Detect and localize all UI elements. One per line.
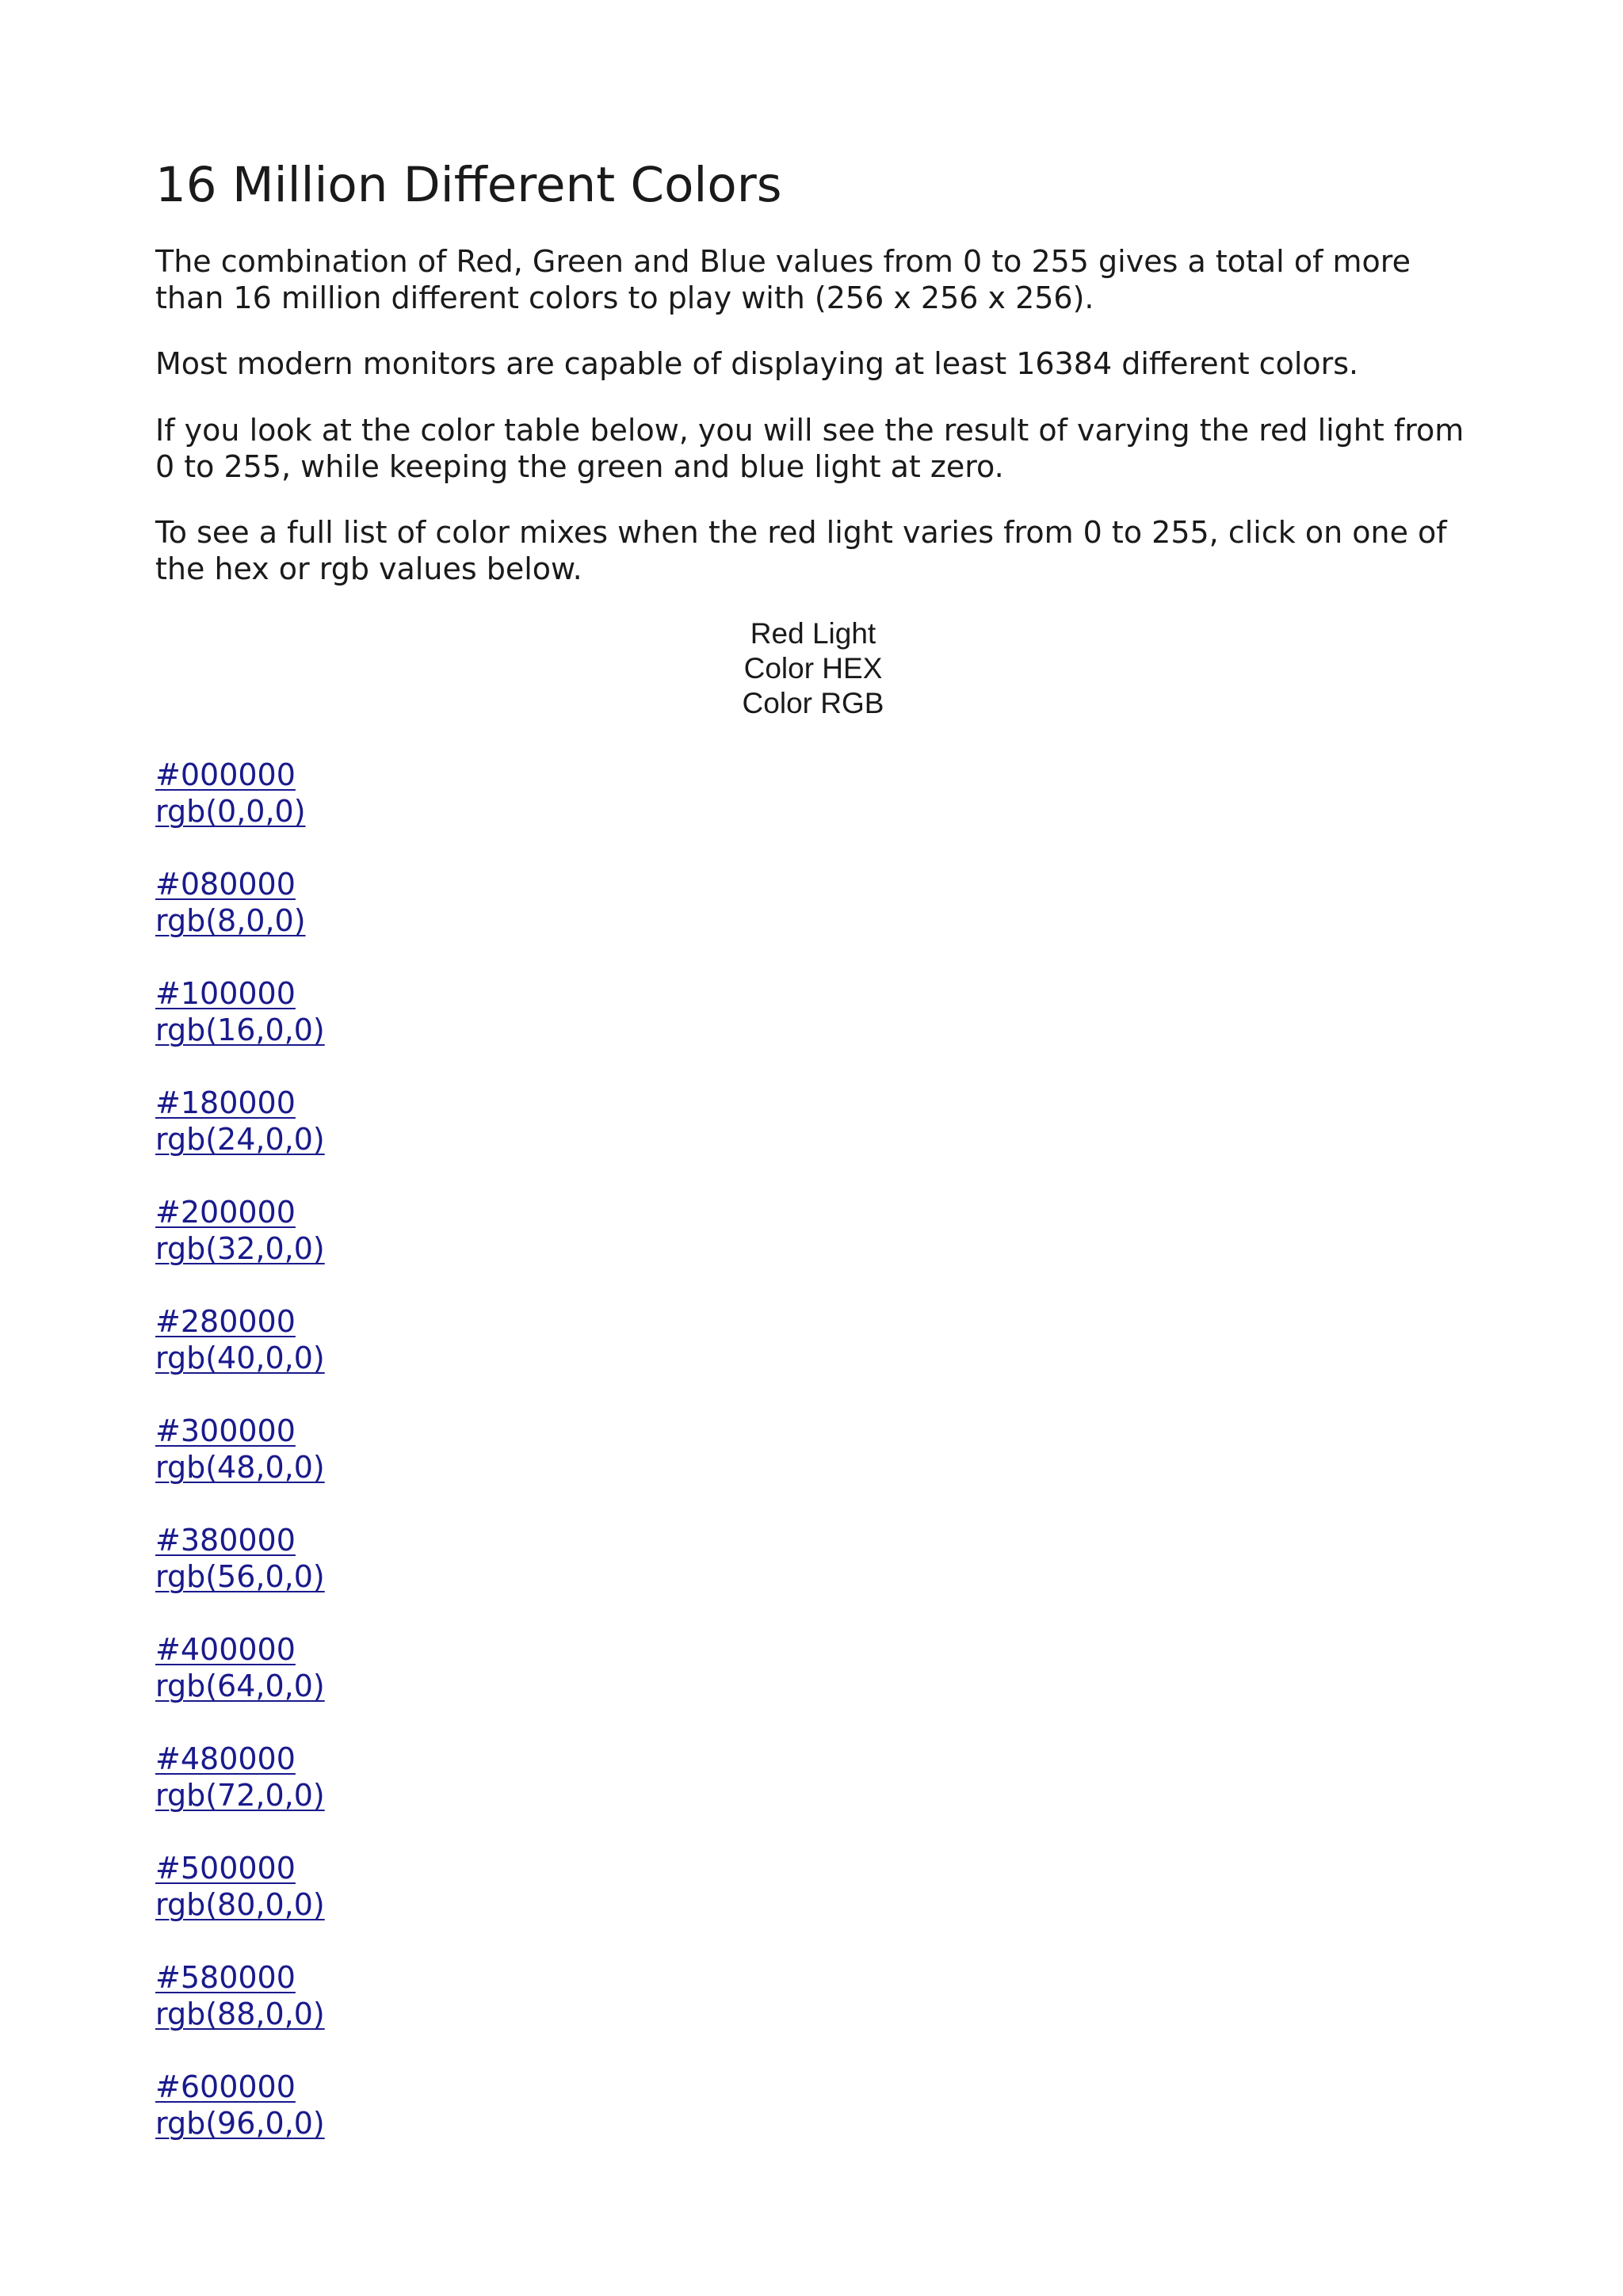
page-title: 16 Million Different Colors [155,157,782,213]
color-entry [155,1850,1471,1959]
color-entry [155,1959,1471,2069]
monitor-paragraph: Most modern monitors are capable of displaying at least 16384 different colors. [155,346,1359,381]
color-hex-link[interactable]: #180000 [155,1085,296,1120]
color-entry [155,1194,1471,1303]
color-entry [155,1085,1471,1194]
color-list [155,757,1471,2178]
color-rgb-link[interactable]: rgb(56,0,0) [155,1559,325,1594]
color-rgb-link[interactable]: rgb(64,0,0) [155,1669,325,1703]
color-rgb-link[interactable]: rgb(0,0,0) [155,794,306,829]
color-entry [155,1631,1471,1741]
color-entry [155,866,1471,975]
instruction-paragraph: To see a full list of color mixes when the red light varies from 0 to 255, click on one of the hex or rgb values below. [155,515,1447,586]
intro-paragraph: The combination of Red, Green and Blue values from 0 to 255 gives a total of more than 16 million different colors to play with (256 x 256 x 256). [155,244,1411,315]
color-rgb-link[interactable]: rgb(88,0,0) [155,1997,325,2031]
color-rgb-link[interactable]: rgb(80,0,0) [155,1887,325,1922]
color-hex-link[interactable]: #300000 [155,1413,296,1448]
color-rgb-link[interactable]: rgb(24,0,0) [155,1122,325,1157]
color-entry [155,757,1471,866]
color-entry [155,1303,1471,1413]
color-rgb-heading: Color RGB [742,687,884,719]
color-rgb-link[interactable]: rgb(96,0,0) [155,2106,325,2141]
color-entry [155,1741,1471,1850]
color-table-paragraph: If you look at the color table below, you will see the result of varying the red light from 0 to 255, while keeping the green and blue light at zero. [155,413,1465,484]
color-hex-heading: Color HEX [743,652,883,685]
color-rgb-link[interactable]: rgb(48,0,0) [155,1450,325,1485]
color-hex-link[interactable]: #600000 [155,2069,296,2104]
color-hex-link[interactable]: #280000 [155,1304,296,1339]
color-rgb-link[interactable]: rgb(8,0,0) [155,903,306,938]
color-rgb-link[interactable]: rgb(40,0,0) [155,1341,325,1375]
color-hex-link[interactable]: #500000 [155,1851,296,1886]
color-hex-link[interactable]: #580000 [155,1960,296,1995]
color-entry [155,1413,1471,1522]
color-entry [155,975,1471,1085]
red-light-heading: Red Light [750,617,876,650]
color-hex-link[interactable]: #200000 [155,1195,296,1230]
color-hex-link[interactable]: #080000 [155,867,296,902]
color-hex-link[interactable]: #000000 [155,757,296,792]
color-table-header [155,616,1471,721]
color-hex-link[interactable]: #380000 [155,1523,296,1558]
color-rgb-link[interactable]: rgb(72,0,0) [155,1778,325,1813]
color-hex-link[interactable]: #480000 [155,1741,296,1776]
color-entry [155,1522,1471,1631]
color-rgb-link[interactable]: rgb(32,0,0) [155,1231,325,1266]
color-rgb-link[interactable]: rgb(16,0,0) [155,1013,325,1047]
color-entry [155,2069,1471,2178]
color-hex-link[interactable]: #100000 [155,976,296,1011]
color-hex-link[interactable]: #400000 [155,1632,296,1667]
